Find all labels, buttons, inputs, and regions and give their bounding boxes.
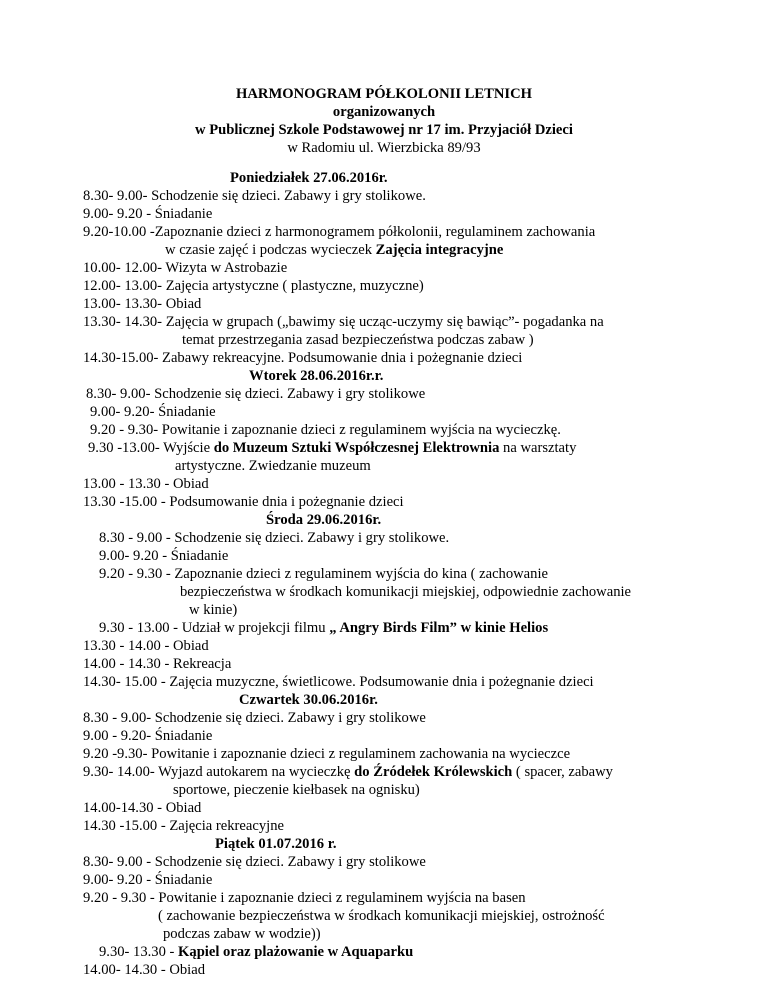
schedule-line: artystyczne. Zwiedzanie muzeum [175, 458, 371, 474]
schedule-line: 14.30-15.00- Zabawy rekreacyjne. Podsumowanie dnia i pożegnanie dzieci [83, 350, 523, 366]
schedule-line: 9.00- 9.20 - Śniadanie [83, 206, 213, 222]
schedule-line: 9.30 - 13.00 - Udział w projekcji filmu „ Angry Birds Film” w kinie Helios [99, 620, 549, 636]
schedule-line: 14.00 - 14.30 - Rekreacja [83, 656, 232, 672]
day-heading-monday: Poniedziałek 27.06.2016r. [230, 170, 388, 186]
schedule-line: 8.30- 9.00 - Schodzenie się dzieci. Zabawy i gry stolikowe [83, 854, 426, 870]
schedule-line: 9.00- 9.20 - Śniadanie [83, 872, 213, 888]
schedule-line: 9.20 - 9.30- Powitanie i zapoznanie dzieci z regulaminem wyjścia na wycieczkę. [90, 422, 561, 438]
schedule-line: 14.00-14.30 - Obiad [83, 800, 202, 816]
schedule-line: 9.30- 14.00- Wyjazd autokarem na wycieczkę do Źródełek Królewskich ( spacer, zabawy [83, 764, 613, 780]
day-heading-tuesday: Wtorek 28.06.2016r.r. [249, 368, 384, 384]
schedule-line: 9.30 -13.00- Wyjście do Muzeum Sztuki Współczesnej Elektrownia na warsztaty [88, 440, 577, 456]
schedule-line: temat przestrzegania zasad bezpieczeństwa podczas zabaw ) [182, 332, 534, 348]
day-heading-wednesday: Środa 29.06.2016r. [266, 512, 382, 528]
document-title: HARMONOGRAM PÓŁKOLONII LETNICH [236, 86, 532, 102]
schedule-line: ( zachowanie bezpieczeństwa w środkach komunikacji miejskiej, ostrożność [158, 908, 605, 924]
schedule-line: 10.00- 12.00- Wizyta w Astrobazie [83, 260, 288, 276]
day-heading-thursday: Czwartek 30.06.2016r. [239, 692, 378, 708]
schedule-line: 13.30 -15.00 - Podsumowanie dnia i pożegnanie dzieci [83, 494, 404, 510]
schedule-line: 9.00- 9.20- Śniadanie [90, 404, 216, 420]
schedule-line: 9.20-10.00 -Zapoznanie dzieci z harmonogramem półkolonii, regulaminem zachowania [83, 224, 596, 240]
schedule-line: 12.00- 13.00- Zajęcia artystyczne ( plastyczne, muzyczne) [83, 278, 424, 294]
schedule-line: 9.00- 9.20 - Śniadanie [99, 548, 229, 564]
schedule-line: 9.20 -9.30- Powitanie i zapoznanie dzieci z regulaminem zachowania na wycieczce [83, 746, 571, 762]
schedule-line: 13.00- 13.30- Obiad [83, 296, 202, 312]
schedule-line: 13.00 - 13.30 - Obiad [83, 476, 209, 492]
day-heading-friday: Piątek 01.07.2016 r. [215, 836, 337, 852]
schedule-line: 8.30 - 9.00- Schodzenie się dzieci. Zabawy i gry stolikowe [83, 710, 426, 726]
schedule-line: 13.30- 14.30- Zajęcia w grupach („bawimy się ucząc-uczymy się bawiąc”- pogadanka na [83, 314, 604, 330]
schedule-line: 13.30 - 14.00 - Obiad [83, 638, 209, 654]
schedule-line: 9.30- 13.30 - Kąpiel oraz plażowanie w Aquaparku [99, 944, 414, 960]
subtitle-address: w Radomiu ul. Wierzbicka 89/93 [287, 140, 481, 156]
schedule-line: w czasie zajęć i podczas wycieczek Zajęcia integracyjne [165, 242, 504, 258]
subtitle-school: w Publicznej Szkole Podstawowej nr 17 im. Przyjaciół Dzieci [195, 122, 573, 138]
schedule-line: 9.20 - 9.30 - Powitanie i zapoznanie dzieci z regulaminem wyjścia na basen [83, 890, 526, 906]
schedule-line: bezpieczeństwa w środkach komunikacji miejskiej, odpowiednie zachowanie [180, 584, 632, 600]
schedule-line: w kinie) [189, 602, 238, 618]
schedule-line: 14.00- 14.30 - Obiad [83, 962, 206, 978]
schedule-line: sportowe, pieczenie kiełbasek na ognisku) [173, 782, 420, 798]
schedule-line: 9.00 - 9.20- Śniadanie [83, 728, 213, 744]
schedule-line: 14.30- 15.00 - Zajęcia muzyczne, świetlicowe. Podsumowanie dnia i pożegnanie dzieci [83, 674, 594, 690]
schedule-line: 8.30 - 9.00 - Schodzenie się dzieci. Zabawy i gry stolikowe. [99, 530, 450, 546]
schedule-line: podczas zabaw w wodzie)) [163, 926, 321, 942]
schedule-line: 8.30- 9.00- Schodzenie się dzieci. Zabawy i gry stolikowe [86, 386, 426, 402]
schedule-line: 8.30- 9.00- Schodzenie się dzieci. Zabawy i gry stolikowe. [83, 188, 426, 204]
schedule-line: 14.30 -15.00 - Zajęcia rekreacyjne [83, 818, 284, 834]
schedule-line: 9.20 - 9.30 - Zapoznanie dzieci z regulaminem wyjścia do kina ( zachowanie [99, 566, 548, 582]
subtitle-organized: organizowanych [332, 104, 436, 120]
